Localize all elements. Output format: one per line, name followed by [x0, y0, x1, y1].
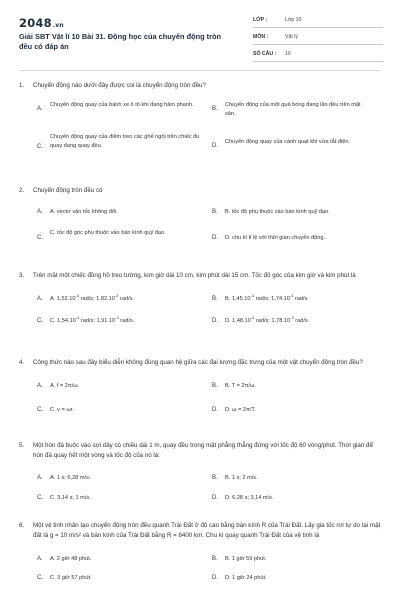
option-grid: A. A. 2 giờ 48 phút. B. B. 1 giờ 59 phút. C. C. 3 giờ 57 phút. D. D. 1 giờ 24 phút. — [37, 556, 267, 581]
option-grid: A. A. f = 2π/ω. B. B. T = 2π/ω. C. C. v = ωr. D. D. ω = 2π/T. — [37, 383, 256, 413]
option-grid: A. A. 1 s; 6,28 m/s. B. B. 1 s; 2 m/s. C. C. 3,14 s; 1 m/s. D. D. 6,28 s; 3,14 m/s. — [37, 475, 274, 501]
meta-value: 10 — [285, 51, 291, 57]
question-5 — [19, 441, 381, 507]
question-2 — [19, 186, 381, 246]
meta-value: Lớp 10 — [285, 17, 302, 23]
question-stem: 5. Một hòn đá buộc vào sợi dây có chiều dài 1 m, quay đều trong mặt phẳng thẳng đứng với tốc độ 60 vòng/phút. Thời gian để hòn đá quay hết một vòng và tốc độ của nó là: — [19, 442, 373, 459]
meta-row-subject — [253, 31, 383, 45]
option-grid: A. Chuyển động quay của bánh xe ô tô khi đang hãm phanh. B. Chuyển động của một quả bóng đang lăn đều trên mặt sân. C. Chuyển động quay của điểm treo các ghế ngồi trên chiếc đu quay đang quay đều. D. Chuyển động quay của cánh quạt khi vừa tắt điện. — [37, 102, 361, 150]
question-4 — [19, 358, 381, 418]
question-stem — [19, 81, 381, 91]
option-grid: A. A. vectơ vận tốc không đổi. B. B. tốc độ phụ thuộc vào bán kính quỹ đạo. C. C. tốc độ góc phụ thuộc vào bán kính quỹ đạo. D. D. chu kì tỉ lệ với thời gian chuyển động. — [37, 209, 330, 241]
question-text: Chuyển động nào dưới đây được coi là chuyển động tròn đều? — [33, 82, 206, 89]
meta-row-count — [253, 48, 383, 62]
meta-panel — [253, 14, 383, 65]
question-stem: 3. Trên mặt một chiếc đồng hồ treo tường, kim giờ dài 10 cm, kim phút dài 15 cm. Tốc độ góc của kim giờ và kim phút là — [19, 272, 356, 279]
question-6 — [19, 521, 381, 581]
meta-value: Vật lý — [285, 34, 298, 40]
meta-label: SỐ CÂU : — [253, 51, 277, 57]
question-number: 1. — [19, 82, 25, 89]
question-3 — [19, 271, 381, 331]
header-divider — [19, 70, 381, 71]
meta-label: LỚP : — [253, 17, 268, 23]
option-grid: A. A. $1,52.10^{-4}$ rad/s; $1,82.10^{-3}$ rad/s. B. B. $1,45.10^{-4}$ rad/s; $1,74.10^{-3}$ rad/s. C. C. $1,54.10^{-4}$ rad/s; $1,91.10^{-3}$ rad/s. D. D. $1,48.10^{-4}$ rad/s; $1,78.10^{-3}$ rad/s. — [37, 293, 310, 324]
question-stem: 2. Chuyển động tròn đều có — [19, 187, 103, 194]
site-logo[interactable]: 2048.vn — [19, 16, 64, 30]
question-1 — [19, 81, 381, 171]
document-title: Giải SBT Vật lí 10 Bài 31. Động học của chuyển động tròn đều có đáp án — [19, 32, 222, 51]
meta-row-class — [253, 14, 383, 28]
question-stem: 4. Công thức nào sau đây biểu diễn không đúng quan hệ giữa các đại lượng đặc trưng của một vật chuyển động tròn đều? — [19, 359, 363, 366]
meta-label: MÔN : — [253, 34, 269, 40]
question-stem: 6. Một vệ tinh nhân tạo chuyển động tròn đều quanh Trái Đất ở độ cao bằng bán kính R của Trái Đất. Lấy gia tốc rơi tự do tại mặt đất là g = 10 m/s² và bán kính của Trái Đất bằng R = 6400 km. Chu kì quay quanh Trái Đất của vệ tinh là — [19, 522, 381, 539]
page-header — [0, 0, 400, 66]
